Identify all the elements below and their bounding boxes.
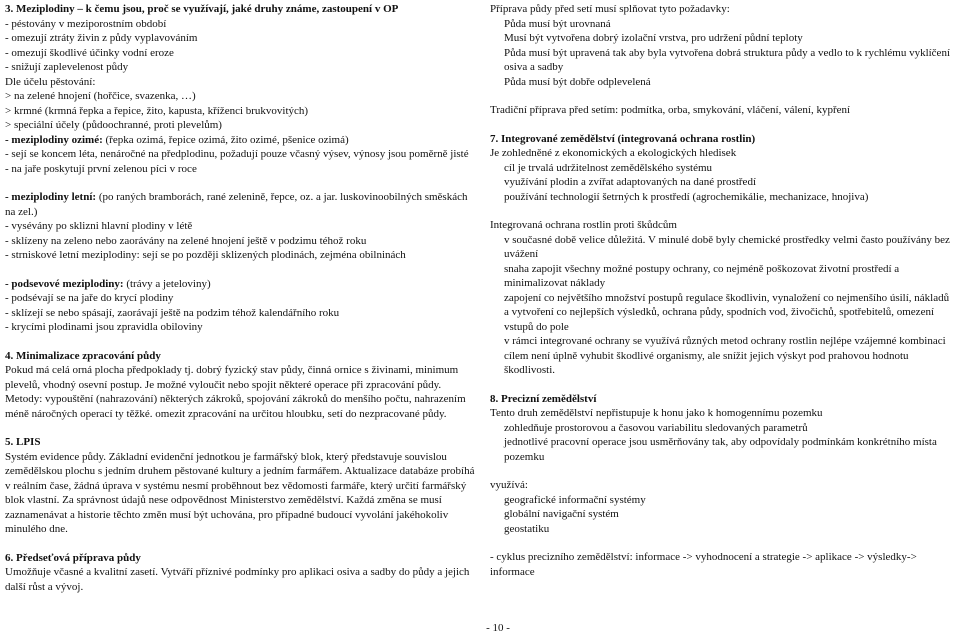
text-line: > speciální účely (půdoochranné, proti plevelům)	[5, 119, 222, 131]
lead-tail: (trávy a jeteloviny)	[123, 277, 211, 290]
page-number: - 10 -	[486, 622, 510, 634]
text-line	[5, 277, 477, 292]
text-line: cílem není úplně vyhubit škodlivé organismy, ale snížit jejich výskyt pod prahovou hodnotu škodlivosti.	[504, 349, 909, 376]
section-8-title: 8. Precizní zemědělství	[490, 392, 597, 405]
text-line: Musí být vytvořena dobrý izolační vrstva, pro udržení půdní teploty	[504, 32, 803, 44]
right-column	[490, 2, 955, 579]
text-line: - sklízejí se nebo spásají, zaorávají ještě na podzim téhož kalendářního roku	[5, 306, 340, 319]
text-line: - krycími plodinami jsou zpravidla obiloviny	[5, 321, 203, 333]
lead-tail: (po raných bramborách, rané zelenině, řepce, oz. a jar. luskovinoobilných směskách na zel.)	[5, 191, 468, 218]
text-line: > na zelené hnojení (hořčice, svazenka, …)	[5, 90, 196, 102]
text-line: zohledňuje prostorovou a časovou variabilitu sledovaných parametrů	[504, 421, 808, 434]
section-3-title: 3. Meziplodiny – k čemu jsou, proč se využívají, jaké druhy známe, zastoupení v OP	[5, 3, 399, 15]
text-line: používání technologií šetrných k prostředí (agrochemikálie, mechanizace, hnojiva)	[504, 190, 869, 203]
text-line: - podsévají se na jaře do krycí plodiny	[5, 292, 174, 304]
text-line: globální navigační systém	[504, 508, 619, 520]
section-4-title: 4. Minimalizace zpracování půdy	[5, 349, 161, 362]
section-7-title: 7. Integrované zemědělství (integrovaná ochrana rostlin)	[490, 132, 756, 145]
text-line: Půda musí být dobře odplevelená	[504, 75, 651, 88]
bold-lead: - podsevové meziplodiny:	[5, 277, 124, 290]
text-line: Je zohledněné z ekonomických a ekologických hledisek	[490, 147, 737, 159]
paragraph: Umožňuje včasné a kvalitní zasetí. Vytváří příznivé podmínky pro aplikaci osiva a sadby do půdy a jejich další růst a vývoj.	[5, 566, 470, 593]
text-line: Tradiční příprava před setím: podmítka, orba, smykování, vláčení, válení, kypření	[490, 104, 851, 116]
text-line: geostatiku	[504, 522, 550, 535]
paragraph: Pokud má celá orná plocha předpoklady tj. dobrý fyzický stav půdy, činná ornice s živinami, minimum plevelů, vhodný osevní postup. Je možné vyloučit nebo spojit některé operace při zpracování půdy.	[5, 364, 459, 391]
section-6-title: 6. Předseťová příprava půdy	[5, 551, 141, 564]
text-line: - péstovány v meziporostním období	[5, 17, 167, 30]
section-5-title: 5. LPIS	[5, 436, 41, 448]
text-line: využívá:	[490, 479, 528, 491]
text-line: Příprava půdy před setí musí splňovat tyto požadavky:	[490, 3, 730, 15]
text-line: snaha zapojit všechny možné postupy ochrany, co nejméně poškozovat životní prostředí a minimalizovat náklady	[504, 262, 900, 289]
text-line: využívání plodin a zvířat adaptovaných na dané prostředí	[504, 176, 756, 188]
text-line: Integrovaná ochrana rostlin proti škůdcům	[490, 219, 677, 231]
text-line: cíl je trvalá udržitelnost zemědělského systému	[504, 161, 713, 174]
text-line: - omezují škodlivé účinky vodní eroze	[5, 46, 174, 59]
text-line: v současné době velice důležitá. V minulé době byly chemické prostředky velmi často používány bez uvážení	[504, 233, 950, 260]
paragraph: Systém evidence půdy. Základní evidenční jednotkou je farmářský blok, který představuje souvislou zemědělskou plochu s jedním druhem pěstované kultury a jedním farmářem. Aktualizace databáze probíhá v reálním čase, žádná úprava v systému nesmí proběhnout bez vědomosti farmáře, který určití farmářský blok vlastní. Za správnost údajů nese odpovědnost Ministerstvo zemědělství. Každá změna se musí zaznamenávat a historie těchto změn musí být uchována, pro případné budoucí vyvolání jakéhokoliv minulého dne.	[5, 450, 475, 535]
text-line: Tento druh zemědělství nepřistupuje k honu jako k homogennímu pozemku	[490, 407, 823, 419]
text-line: v rámci integrované ochrany se využívá různých metod ochrany rostlin nejlépe vzájemné kombinaci	[504, 335, 946, 347]
text-line: - sklízeny na zeleno nebo zaorávány na zelené hnojení ještě v podzimu téhož roku	[5, 234, 367, 247]
text-line: Dle účelu pěstování:	[5, 75, 96, 88]
text-line	[5, 190, 477, 219]
text-line: > krmné (krmná řepka a řepice, žito, kapusta, kříženci brukvovitých)	[5, 104, 309, 117]
page-footer	[0, 622, 960, 634]
text-line: - snižují zaplevelenost půdy	[5, 61, 129, 73]
text-line: Půda musí být urovnaná	[504, 17, 611, 30]
left-column	[5, 2, 477, 594]
text-line: - strniskové letní meziplodiny: sejí se po později sklizených plodinách, zejména obilninách	[5, 249, 406, 261]
paragraph: Metody: vypouštění (nahrazování) některých zákroků, spojování zákroků do menšího počtu, nahrazením méně náročných operací ty těžké. omezit zpracování na určitou hloubku, setí do nezpracované půdy.	[5, 393, 466, 420]
lead-tail: (řepka ozimá, řepice ozimá, žito ozimé, pšenice ozimá)	[102, 133, 349, 146]
bold-lead: - meziplodiny ozimé:	[5, 133, 103, 146]
text-line: - sejí se koncem léta, nenáročné na předplodinu, požadují pouze včasný výsev, výnosy jsou poměrně jisté	[5, 148, 469, 160]
text-line: zapojení co největšího množství postupů regulace škodlivin, vynaložení co nejmenšího úsilí, nákladů a vytvoření co nejlepších výsledků, ochrana půdy, spodních vod, živočichů, spotřebitelů, omezení vstupů do pole	[504, 291, 950, 333]
text-line: jednotlivé pracovní operace jsou usměrňovány tak, aby odpovídaly podmínkám konkrétního místa pozemku	[504, 436, 937, 463]
text-line	[5, 133, 477, 148]
bold-lead: - meziplodiny letní:	[5, 191, 97, 203]
text-line: - vysévány po sklizni hlavní plodiny v létě	[5, 220, 193, 232]
text-line: - omezují ztráty živin z půdy vyplavováním	[5, 32, 198, 44]
text-line: - na jaře poskytují první zelenou píci v roce	[5, 162, 197, 175]
text-line: Půda musí být upravená tak aby byla vytvořena dobrá struktura půdy a vedlo to k rychlému vyklíčení osiva a sadby	[504, 46, 950, 73]
text-line: geografické informační systémy	[504, 493, 646, 506]
text-line: - cyklus precizního zemědělství: informace -> vyhodnocení a strategie -> aplikace -> výsledky-> informace	[490, 551, 917, 578]
